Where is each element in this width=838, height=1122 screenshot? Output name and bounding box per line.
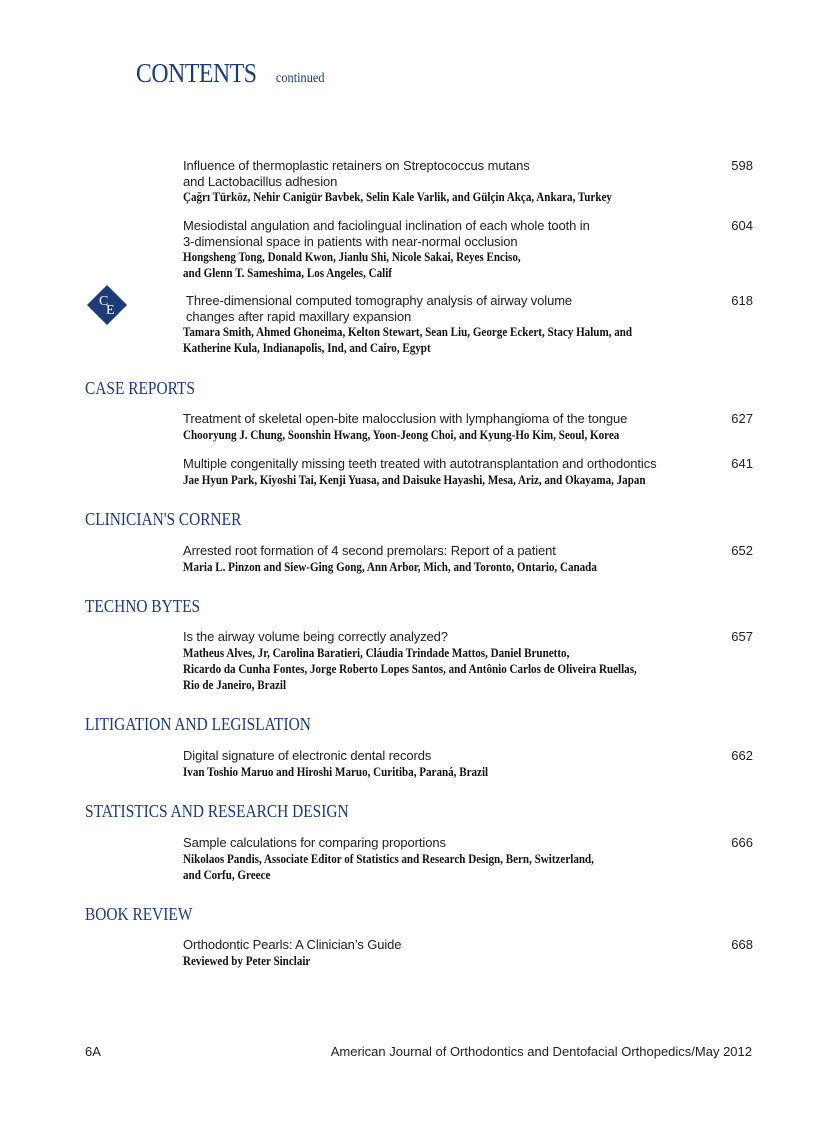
toc-entry[interactable]	[183, 629, 753, 693]
entry-authors: Hongsheng Tong, Donald Kwon, Jianlu Shi, Nicole Sakai, Reyes Enciso, and Glenn T. Sameshima, Los Angeles, Calif	[183, 250, 521, 280]
entry-page: 657	[731, 629, 753, 644]
toc-entry[interactable]	[183, 543, 753, 575]
entry-page: 666	[731, 835, 753, 850]
entry-authors: Chooryung J. Chung, Soonshin Hwang, Yoon-Jeong Choi, and Kyung-Ho Kim, Seoul, Korea	[183, 427, 620, 442]
toc-entry[interactable]	[183, 293, 753, 356]
entry-authors: Reviewed by Peter Sinclair	[183, 953, 311, 968]
entry-title: Sample calculations for comparing proportions	[183, 835, 446, 850]
page-title	[136, 58, 325, 89]
entry-page: 604	[731, 218, 753, 233]
entry-authors: Çağrı Türköz, Nehir Canigür Bavbek, Selin Kale Varlik, and Gülçin Akça, Ankara, Turkey	[183, 190, 612, 204]
entry-title: Is the airway volume being correctly analyzed?	[183, 629, 448, 644]
entry-authors: Ivan Toshio Maruo and Hiroshi Maruo, Curitiba, Paraná, Brazil	[183, 764, 489, 779]
toc-entry[interactable]	[183, 411, 753, 443]
entry-title: Arrested root formation of 4 second premolars: Report of a patient	[183, 543, 556, 558]
entry-page: 618	[731, 293, 753, 308]
entry-title: Digital signature of electronic dental records	[183, 748, 432, 763]
footer-journal: American Journal of Orthodontics and Dentofacial Orthopedics/May 2012	[330, 1044, 752, 1059]
entry-title: Treatment of skeletal open-bite malocclusion with lymphangioma of the tongue	[183, 411, 628, 426]
toc-entry[interactable]	[183, 158, 753, 205]
entry-title: Influence of thermoplastic retainers on Streptococcus mutans and Lactobacillus adhesion	[183, 158, 530, 189]
svg-text:C: C	[99, 294, 109, 309]
entry-authors: Matheus Alves, Jr, Carolina Baratieri, Cláudia Trindade Mattos, Daniel Brunetto, Ricardo da Cunha Fontes, Jorge Roberto Lopes Santos, and Antônio Carlos de Oliveira Ruellas, Rio de Janeiro, Brazil	[183, 645, 637, 692]
footer-page-label: 6A	[85, 1044, 101, 1059]
toc-entry[interactable]	[183, 456, 753, 488]
toc-entry[interactable]	[183, 937, 753, 969]
entry-authors: Maria L. Pinzon and Siew-Ging Gong, Ann Arbor, Mich, and Toronto, Ontario, Canada	[183, 559, 597, 574]
toc-entry[interactable]	[183, 835, 753, 883]
entry-page: 641	[731, 456, 753, 471]
entry-title: Mesiodistal angulation and faciolingual inclination of each whole tooth in 3-dimensional space in patients with near-normal occlusion	[183, 218, 590, 249]
entry-page: 662	[731, 748, 753, 763]
section-heading-book-review: BOOK REVIEW	[85, 904, 193, 924]
toc-entry[interactable]	[183, 748, 753, 780]
section-heading-litigation: LITIGATION AND LEGISLATION	[85, 714, 311, 734]
entry-page: 627	[731, 411, 753, 426]
entry-title: Multiple congenitally missing teeth treated with autotransplantation and orthodontics	[183, 456, 657, 471]
entry-page: 652	[731, 543, 753, 558]
section-heading-statistics: STATISTICS AND RESEARCH DESIGN	[85, 801, 349, 821]
section-heading-clinicians-corner: CLINICIAN'S CORNER	[85, 509, 242, 529]
title-continued: continued	[275, 71, 325, 86]
entry-authors: Jae Hyun Park, Kiyoshi Tai, Kenji Yuasa, and Daisuke Hayashi, Mesa, Ariz, and Okayama, Japan	[183, 472, 646, 487]
entry-page: 668	[731, 937, 753, 952]
toc-entry[interactable]	[183, 218, 753, 281]
entry-page: 598	[731, 158, 753, 173]
entry-authors: Tamara Smith, Ahmed Ghoneima, Kelton Stewart, Sean Liu, George Eckert, Stacy Halum, and Katherine Kula, Indianapolis, Ind, and Cairo, Egypt	[183, 325, 633, 355]
ce-diamond-icon	[86, 284, 128, 326]
svg-text:E: E	[106, 303, 115, 318]
entry-title: Orthodontic Pearls: A Clinician’s Guide	[183, 937, 402, 952]
section-heading-case-reports: CASE REPORTS	[85, 378, 195, 398]
title-text: CONTENTS	[136, 58, 257, 88]
entry-title: Three-dimensional computed tomography analysis of airway volume changes after rapid maxillary expansion	[186, 293, 573, 324]
section-heading-techno-bytes: TECHNO BYTES	[85, 596, 201, 616]
entry-authors: Nikolaos Pandis, Associate Editor of Statistics and Research Design, Bern, Switzerland, and Corfu, Greece	[183, 851, 594, 882]
